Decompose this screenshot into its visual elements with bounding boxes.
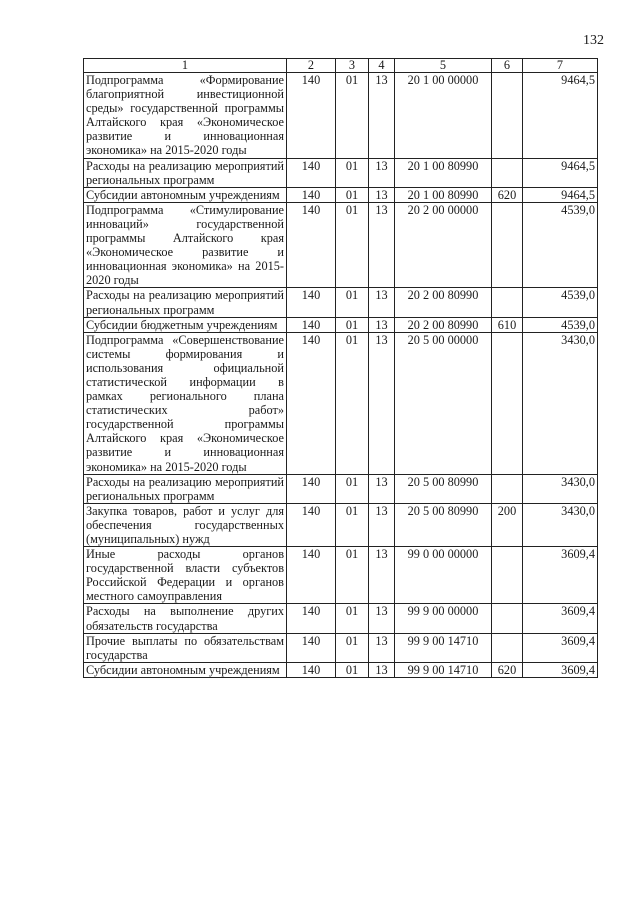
row-name-cell: Субсидии бюджетным учреждениям xyxy=(84,317,287,332)
row-name-cell: Расходы на реализацию мероприятий региональных программ xyxy=(84,158,287,187)
row-col4-cell: 13 xyxy=(369,633,395,662)
table-row xyxy=(84,288,598,317)
column-header-2: 2 xyxy=(287,59,336,73)
row-col4-cell: 13 xyxy=(369,662,395,677)
row-name-cell: Субсидии автономным учреждениям xyxy=(84,662,287,677)
row-name-cell: Подпрограмма «Стимулирование инноваций» государственной программы Алтайского края «Экономическое развитие и инновационная экономика» на 2015-2020 годы xyxy=(84,202,287,288)
row-col6-cell xyxy=(492,474,523,503)
row-col2-cell: 140 xyxy=(287,202,336,288)
row-name-cell: Расходы на реализацию мероприятий региональных программ xyxy=(84,288,287,317)
header-row xyxy=(84,59,598,73)
row-col5-cell: 20 5 00 00000 xyxy=(395,332,492,474)
row-col2-cell: 140 xyxy=(287,187,336,202)
row-col7-cell: 4539,0 xyxy=(523,288,598,317)
row-col7-cell: 9464,5 xyxy=(523,158,598,187)
row-col3-cell: 01 xyxy=(336,503,369,546)
row-col5-cell: 20 2 00 80990 xyxy=(395,317,492,332)
row-col6-cell: 620 xyxy=(492,662,523,677)
row-col5-cell: 20 2 00 80990 xyxy=(395,288,492,317)
row-col7-cell: 3430,0 xyxy=(523,474,598,503)
row-name-cell: Прочие выплаты по обязательствам государства xyxy=(84,633,287,662)
row-col6-cell xyxy=(492,633,523,662)
table-row xyxy=(84,202,598,288)
table-row xyxy=(84,662,598,677)
row-col2-cell: 140 xyxy=(287,317,336,332)
row-name-cell: Закупка товаров, работ и услуг для обеспечения государственных (муниципальных) нужд xyxy=(84,503,287,546)
row-col5-cell: 20 5 00 80990 xyxy=(395,503,492,546)
row-col7-cell: 9464,5 xyxy=(523,73,598,159)
row-col7-cell: 4539,0 xyxy=(523,202,598,288)
row-col3-cell: 01 xyxy=(336,662,369,677)
row-col6-cell xyxy=(492,288,523,317)
row-col3-cell: 01 xyxy=(336,202,369,288)
row-col3-cell: 01 xyxy=(336,332,369,474)
row-col7-cell: 3609,4 xyxy=(523,662,598,677)
row-col5-cell: 20 2 00 00000 xyxy=(395,202,492,288)
row-col5-cell: 20 5 00 80990 xyxy=(395,474,492,503)
row-col5-cell: 99 9 00 14710 xyxy=(395,633,492,662)
column-header-3: 3 xyxy=(336,59,369,73)
row-col6-cell xyxy=(492,73,523,159)
row-col7-cell: 9464,5 xyxy=(523,187,598,202)
row-col5-cell: 20 1 00 00000 xyxy=(395,73,492,159)
table-row xyxy=(84,633,598,662)
row-col5-cell: 20 1 00 80990 xyxy=(395,158,492,187)
row-name-cell: Расходы на выполнение других обязательств государства xyxy=(84,604,287,633)
row-col3-cell: 01 xyxy=(336,73,369,159)
row-col7-cell: 4539,0 xyxy=(523,317,598,332)
row-col3-cell: 01 xyxy=(336,604,369,633)
table-row xyxy=(84,474,598,503)
row-col2-cell: 140 xyxy=(287,662,336,677)
row-col2-cell: 140 xyxy=(287,332,336,474)
table-row xyxy=(84,503,598,546)
column-header-6: 6 xyxy=(492,59,523,73)
row-col5-cell: 20 1 00 80990 xyxy=(395,187,492,202)
column-header-5: 5 xyxy=(395,59,492,73)
table-row xyxy=(84,332,598,474)
row-col6-cell: 200 xyxy=(492,503,523,546)
row-col7-cell: 3609,4 xyxy=(523,604,598,633)
row-col4-cell: 13 xyxy=(369,202,395,288)
row-col2-cell: 140 xyxy=(287,604,336,633)
row-col2-cell: 140 xyxy=(287,158,336,187)
table-header xyxy=(84,59,598,73)
row-col4-cell: 13 xyxy=(369,332,395,474)
column-header-4: 4 xyxy=(369,59,395,73)
row-name-cell: Расходы на реализацию мероприятий региональных программ xyxy=(84,474,287,503)
row-col6-cell: 610 xyxy=(492,317,523,332)
page-number: 132 xyxy=(583,33,604,48)
column-header-7: 7 xyxy=(523,59,598,73)
row-col6-cell xyxy=(492,332,523,474)
row-col2-cell: 140 xyxy=(287,474,336,503)
row-col2-cell: 140 xyxy=(287,547,336,604)
row-col6-cell: 620 xyxy=(492,187,523,202)
row-name-cell: Субсидии автономным учреждениям xyxy=(84,187,287,202)
row-col6-cell xyxy=(492,604,523,633)
row-col6-cell xyxy=(492,158,523,187)
table-row xyxy=(84,547,598,604)
table-row xyxy=(84,604,598,633)
table-row xyxy=(84,158,598,187)
row-col5-cell: 99 9 00 00000 xyxy=(395,604,492,633)
row-col4-cell: 13 xyxy=(369,503,395,546)
row-col2-cell: 140 xyxy=(287,503,336,546)
row-col3-cell: 01 xyxy=(336,158,369,187)
row-col4-cell: 13 xyxy=(369,317,395,332)
row-col7-cell: 3609,4 xyxy=(523,547,598,604)
row-col4-cell: 13 xyxy=(369,288,395,317)
row-col7-cell: 3609,4 xyxy=(523,633,598,662)
table-row xyxy=(84,187,598,202)
table-row xyxy=(84,73,598,159)
row-col5-cell: 99 9 00 14710 xyxy=(395,662,492,677)
row-col2-cell: 140 xyxy=(287,73,336,159)
budget-table xyxy=(83,58,598,678)
row-col4-cell: 13 xyxy=(369,547,395,604)
row-col3-cell: 01 xyxy=(336,547,369,604)
row-col3-cell: 01 xyxy=(336,633,369,662)
row-col7-cell: 3430,0 xyxy=(523,332,598,474)
row-col4-cell: 13 xyxy=(369,187,395,202)
row-col4-cell: 13 xyxy=(369,158,395,187)
row-col5-cell: 99 0 00 00000 xyxy=(395,547,492,604)
row-col2-cell: 140 xyxy=(287,633,336,662)
table-body xyxy=(84,73,598,678)
row-col4-cell: 13 xyxy=(369,73,395,159)
row-col6-cell xyxy=(492,202,523,288)
row-name-cell: Подпрограмма «Формирование благоприятной инвестиционной среды» государственной программы Алтайского края «Экономическое развитие и инновационная экономика» на 2015-2020 годы xyxy=(84,73,287,159)
row-col6-cell xyxy=(492,547,523,604)
column-header-1: 1 xyxy=(84,59,287,73)
row-col3-cell: 01 xyxy=(336,187,369,202)
row-col3-cell: 01 xyxy=(336,288,369,317)
row-col7-cell: 3430,0 xyxy=(523,503,598,546)
row-col4-cell: 13 xyxy=(369,604,395,633)
row-name-cell: Подпрограмма «Совершенствование системы формирования и использования официальной статистической информации в рамках регионального плана статистических работ» государственной программы Алтайского края «Экономическое развитие и инновационная экономика» на 2015-2020 годы xyxy=(84,332,287,474)
table-row xyxy=(84,317,598,332)
row-col4-cell: 13 xyxy=(369,474,395,503)
row-name-cell: Иные расходы органов государственной власти субъектов Российской Федерации и органов местного самоуправления xyxy=(84,547,287,604)
row-col2-cell: 140 xyxy=(287,288,336,317)
row-col3-cell: 01 xyxy=(336,474,369,503)
row-col3-cell: 01 xyxy=(336,317,369,332)
